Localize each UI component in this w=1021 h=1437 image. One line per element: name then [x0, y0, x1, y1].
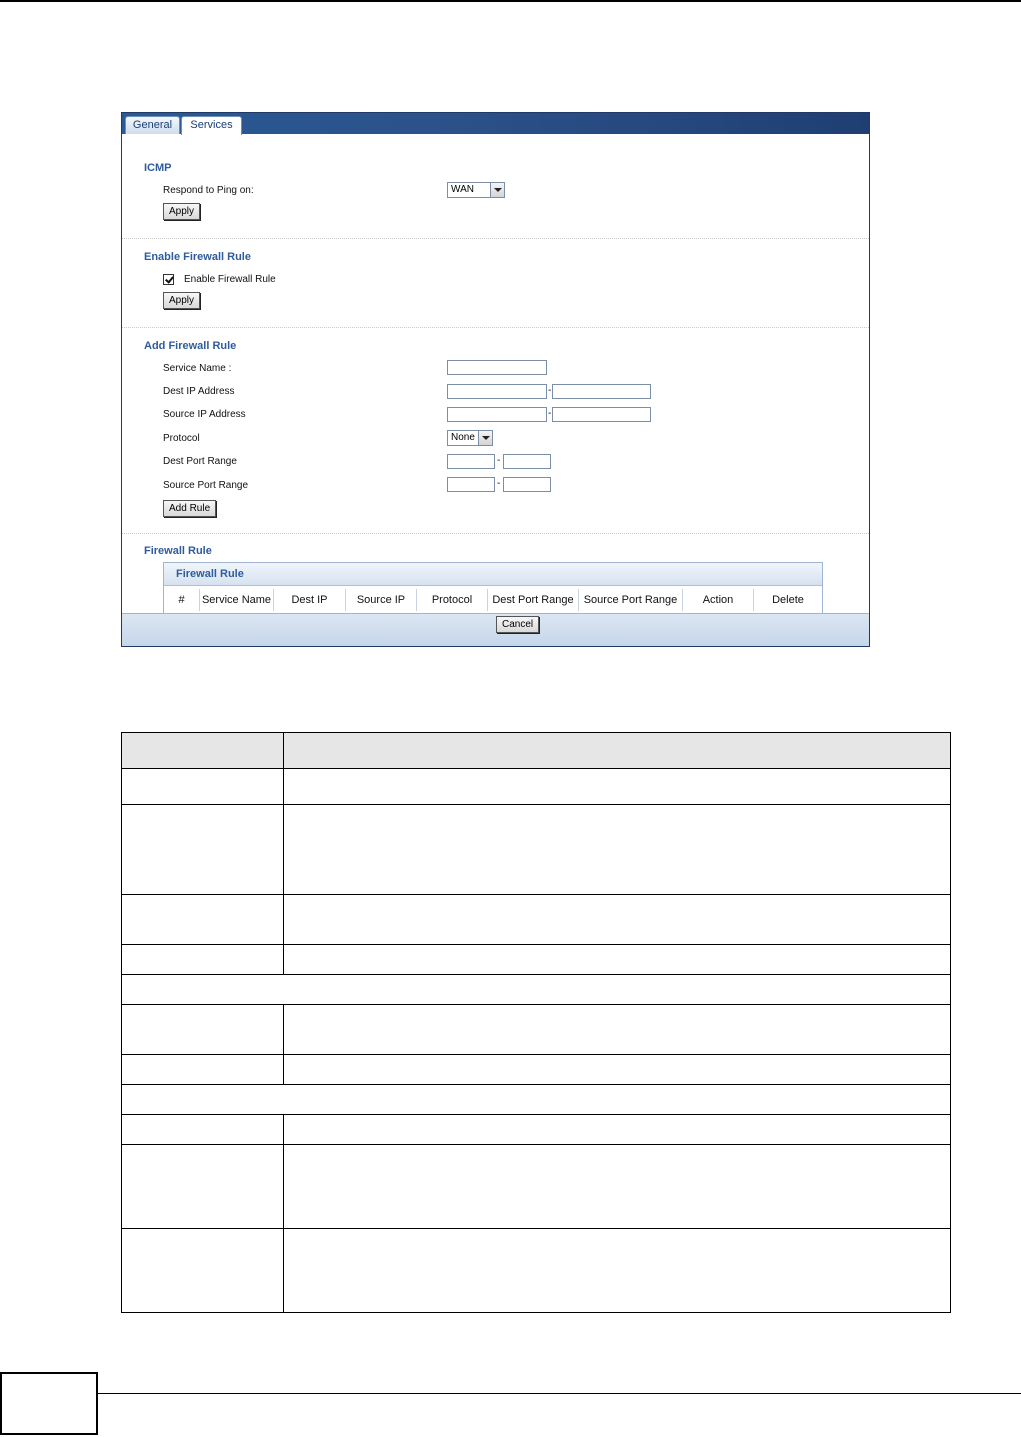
- column-header-dest-port-range: Dest Port Range: [488, 589, 579, 611]
- chevron-down-icon: [478, 431, 492, 445]
- table-cell: [284, 1115, 951, 1145]
- table-cell: [122, 1229, 284, 1313]
- source-ip-label: Source IP Address: [163, 409, 246, 420]
- tab-general[interactable]: General: [125, 116, 180, 134]
- table-header-row: [122, 733, 951, 769]
- table-row: [122, 1229, 951, 1313]
- icmp-apply-button[interactable]: Apply: [163, 203, 200, 220]
- page-number-box: [0, 1372, 98, 1435]
- respond-to-ping-label: Respond to Ping on:: [163, 185, 254, 196]
- firewall-rule-table: [163, 562, 823, 617]
- firewall-rule-table-title: Firewall Rule: [176, 568, 244, 580]
- table-row: [122, 945, 951, 975]
- dest-port-range-label: Dest Port Range: [163, 456, 237, 467]
- table-row: [122, 1115, 951, 1145]
- source-port-end-input[interactable]: [503, 477, 551, 492]
- section-divider: [122, 327, 869, 328]
- enable-firewall-section-title: Enable Firewall Rule: [144, 251, 251, 263]
- source-ip-end-input[interactable]: [552, 407, 651, 422]
- dest-ip-label: Dest IP Address: [163, 386, 235, 397]
- source-port-start-input[interactable]: [447, 477, 495, 492]
- column-header-delete: Delete: [772, 594, 804, 606]
- firewall-services-screen: [121, 112, 870, 647]
- table-cell: [122, 1055, 284, 1085]
- section-divider: [122, 533, 869, 534]
- add-firewall-section-title: Add Firewall Rule: [144, 340, 237, 352]
- table-section-row: [122, 1085, 951, 1115]
- column-header-protocol: Protocol: [417, 589, 488, 611]
- table-cell: [284, 769, 951, 805]
- firewall-rule-columns: [164, 589, 822, 611]
- table-row: [122, 895, 951, 945]
- range-separator: -: [548, 408, 552, 419]
- firewall-rule-section-title: Firewall Rule: [144, 545, 212, 557]
- tab-services[interactable]: Services: [181, 116, 242, 135]
- dest-port-start-input[interactable]: [447, 454, 495, 469]
- table-cell: [284, 945, 951, 975]
- column-header-dest-ip: Dest IP: [274, 589, 346, 611]
- source-port-range-label: Source Port Range: [163, 480, 249, 491]
- table-cell: [122, 733, 284, 769]
- table-row: [122, 1145, 951, 1229]
- bottom-button-bar: [122, 613, 869, 646]
- section-divider: [122, 238, 869, 239]
- table-cell: [122, 945, 284, 975]
- table-cell: [122, 805, 284, 895]
- chevron-down-icon: [490, 183, 504, 197]
- protocol-select[interactable]: [447, 430, 493, 446]
- table-cell: [122, 1005, 284, 1055]
- dest-ip-start-input[interactable]: [447, 384, 547, 399]
- service-name-label: Service Name :: [163, 363, 232, 374]
- table-cell: [122, 895, 284, 945]
- service-name-input[interactable]: [447, 360, 547, 375]
- table-cell: [284, 733, 951, 769]
- add-rule-button[interactable]: Add Rule: [163, 500, 216, 517]
- dest-ip-end-input[interactable]: [552, 384, 651, 399]
- source-ip-start-input[interactable]: [447, 407, 547, 422]
- table-cell: [284, 1229, 951, 1313]
- range-separator: -: [548, 385, 552, 396]
- table-cell: [284, 895, 951, 945]
- table-cell: [122, 975, 951, 1005]
- icmp-section-title: ICMP: [144, 162, 172, 174]
- table-cell: [284, 1055, 951, 1085]
- table-cell: [284, 1145, 951, 1229]
- column-header-source-ip: Source IP: [346, 589, 417, 611]
- table-row: [122, 1005, 951, 1055]
- table-cell: [122, 769, 284, 805]
- table-cell: [284, 805, 951, 895]
- range-separator: -: [497, 478, 501, 489]
- respond-to-ping-value: WAN: [451, 184, 474, 195]
- range-separator: -: [497, 455, 501, 466]
- cancel-button[interactable]: Cancel: [496, 616, 539, 633]
- footer-rule: [0, 1393, 1021, 1394]
- column-header-source-port-range: Source Port Range: [579, 589, 683, 611]
- table-row: [122, 1055, 951, 1085]
- table-section-row: [122, 975, 951, 1005]
- dest-port-end-input[interactable]: [503, 454, 551, 469]
- respond-to-ping-select[interactable]: [447, 182, 505, 198]
- tab-bar: [122, 113, 869, 134]
- protocol-label: Protocol: [163, 433, 200, 444]
- enable-firewall-apply-button[interactable]: Apply: [163, 292, 200, 309]
- enable-firewall-checkbox[interactable]: [163, 274, 174, 285]
- page-top-rule: [0, 0, 1021, 2]
- column-header-action: Action: [683, 589, 754, 611]
- description-table: [121, 732, 951, 1313]
- table-cell: [284, 1005, 951, 1055]
- table-row: [122, 769, 951, 805]
- table-cell: [122, 1085, 951, 1115]
- firewall-rule-table-header: [164, 563, 822, 586]
- protocol-value: None: [451, 432, 475, 443]
- column-header-service-name: Service Name: [200, 589, 274, 611]
- table-cell: [122, 1145, 284, 1229]
- enable-firewall-checkbox-label: Enable Firewall Rule: [184, 274, 276, 285]
- table-cell: [122, 1115, 284, 1145]
- table-row: [122, 805, 951, 895]
- column-header-number: #: [164, 589, 200, 611]
